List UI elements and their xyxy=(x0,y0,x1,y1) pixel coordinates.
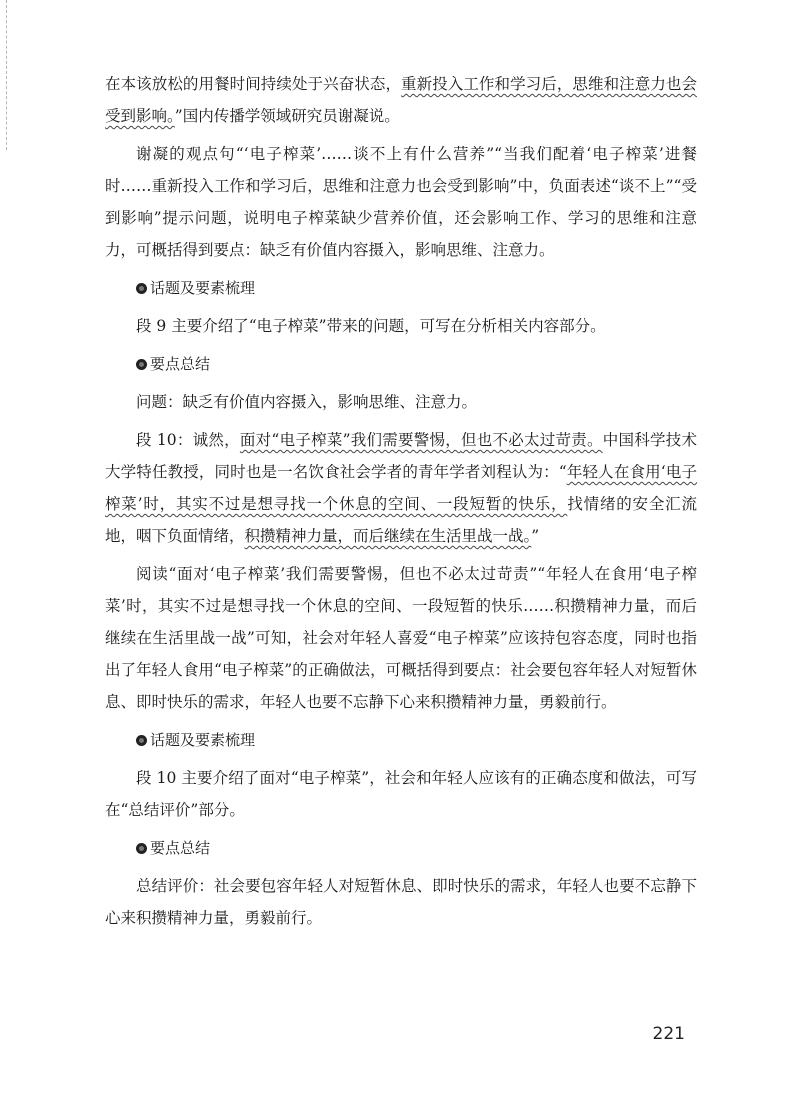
document-body xyxy=(105,68,697,940)
bullet-icon xyxy=(136,843,147,854)
summary-paragraph-10: 总结评价：社会要包容年轻人对短暂休息、即时快乐的需求，年轻人也要不忘静下心来积攒精神力量，勇毅前行。 xyxy=(105,877,697,927)
bullet-icon xyxy=(136,735,147,746)
heading-label: 要点总结 xyxy=(150,355,211,373)
wavy-underlined-text: 重新投入工作和学习后，思维和注意力也会受到影响。 xyxy=(105,75,697,125)
summary-paragraph-9: 问题：缺乏有价值内容摄入，影响思维、注意力。 xyxy=(136,393,478,411)
paragraph-10 xyxy=(105,424,697,552)
section-heading-summary xyxy=(105,348,697,380)
heading-label: 话题及要素梳理 xyxy=(150,279,256,297)
analysis-paragraph-2: 阅读“面对‘电子榨菜’我们需要警惕，但也不必太过苛责”“年轻人在食用‘电子榨菜’时，其实不过是想寻找一个休息的空间、一段短暂的快乐……积攒精神力量，而后继续在生活里战一战”可知，社会对年轻人喜爱“电子榨菜”应该持包容态度，同时也指出了年轻人食用“电子榨菜”的正确做法，可概括得到要点：社会要包容年轻人对短暂休息、即时快乐的需求，年轻人也要不忘静下心来积攒精神力量，勇毅前行。 xyxy=(105,565,697,711)
section-heading-summary xyxy=(105,832,697,864)
heading-label: 话题及要素梳理 xyxy=(150,731,256,749)
wavy-underlined-text: 年轻人在食用‘电子榨菜’时，其实不过是想寻找一个休息的空间、一段短暂的快乐， xyxy=(105,463,697,513)
heading-label: 要点总结 xyxy=(150,839,211,857)
analysis-paragraph-1: 谢凝的观点句“‘电子榨菜’……谈不上有什么营养”“当我们配着‘电子榨菜’进餐时……重新投入工作和学习后，思维和注意力也会受到影响”中，负面表述“谈不上”“受到影响”提示问题，说明电子榨菜缺少营养价值，还会影响工作、学习的思维和注意力，可概括得到要点：缺乏有价值内容摄入，影响思维、注意力。 xyxy=(105,145,697,259)
topic-paragraph-10: 段 10 主要介绍了面对“电子榨菜”，社会和年轻人应该有的正确态度和做法，可写在“总结评价”部分。 xyxy=(105,769,697,819)
bullet-icon xyxy=(136,359,147,370)
text-segment: ” xyxy=(531,527,540,545)
text-segment: 在本该放松的用餐时间持续处于兴奋状态， xyxy=(105,75,402,93)
topic-paragraph-9: 段 9 主要介绍了“电子榨菜”带来的问题，可写在分析相关内容部分。 xyxy=(136,317,606,335)
page-number: 221 xyxy=(652,1024,685,1044)
text-segment: ”国内传播学领域研究员谢凝说。 xyxy=(174,107,400,125)
text-segment: 找情绪的安全汇流地，咽下负面情绪， xyxy=(105,495,697,545)
wavy-underlined-text: 面对“电子榨菜”我们需要警惕， xyxy=(239,431,461,449)
wavy-underlined-text: 积攒精神力量，而后继续在生活里战一战。 xyxy=(244,527,532,545)
page-edge-dashed-line xyxy=(6,0,8,150)
text-segment: 中国科学技术大学特任教授，同时也是一名饮食社会学者的青年学者刘程认为：“ xyxy=(105,431,697,481)
text-segment: 段 10：诚然， xyxy=(136,431,240,449)
section-heading-topic xyxy=(105,724,697,756)
wavy-underlined-text: 但也不必太过苛责。 xyxy=(461,431,603,449)
paragraph-continuation xyxy=(105,68,697,132)
bullet-icon xyxy=(136,283,147,294)
section-heading-topic xyxy=(105,272,697,304)
